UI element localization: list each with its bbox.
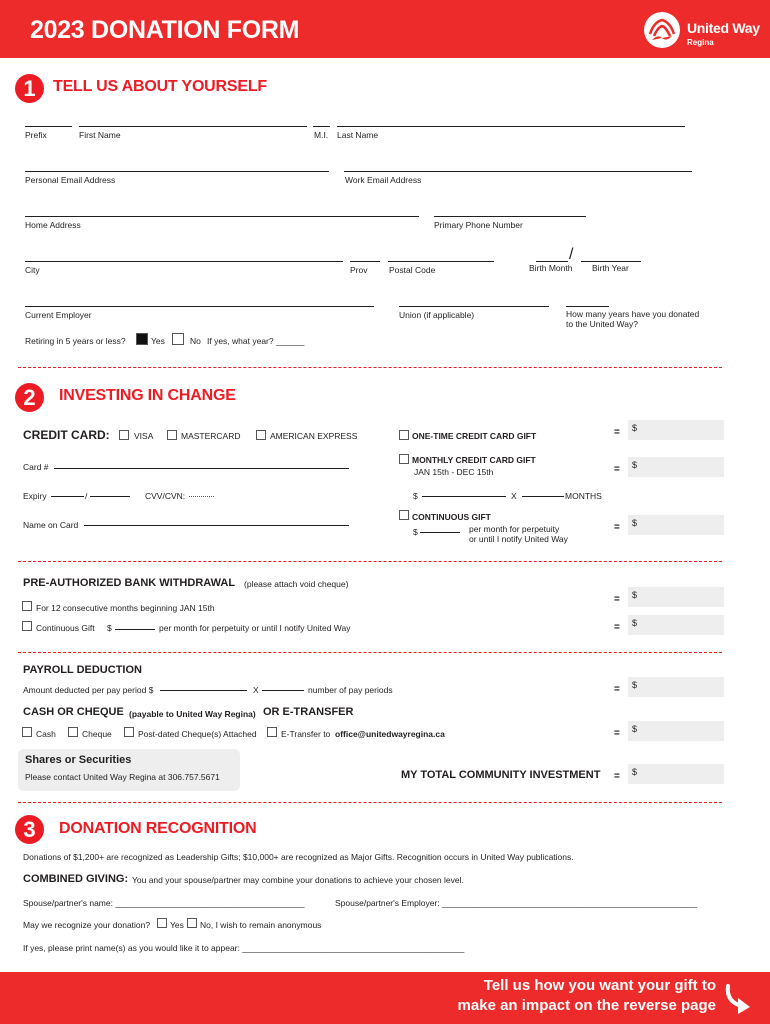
expiry-separator: / (85, 491, 88, 501)
monthly-gift-checkbox[interactable] (399, 454, 409, 464)
pab-continuous-equals: = (614, 622, 620, 633)
etransfer-heading: OR E-TRANSFER (263, 706, 354, 718)
expiry-year-field[interactable] (90, 496, 130, 497)
mi-label: M.I. (314, 130, 329, 140)
cheque-checkbox[interactable] (68, 727, 78, 737)
combined-giving-text: You and your spouse/partner may combine your donations to achieve your chosen level. (132, 875, 464, 885)
section-divider (18, 652, 722, 653)
mi-field[interactable] (313, 126, 330, 127)
payroll-amount-label: Amount deducted per pay period $ (23, 685, 154, 695)
expiry-label: Expiry (23, 491, 47, 501)
work-email-label: Work Email Address (345, 175, 422, 185)
years-donated-field[interactable] (566, 306, 609, 307)
city-label: City (25, 265, 40, 275)
total-equals: = (614, 771, 620, 782)
last-name-label: Last Name (337, 130, 379, 140)
monthly-amount-field[interactable]: $ (628, 457, 724, 477)
section-divider (18, 561, 722, 562)
cash-amount-field[interactable]: $ (628, 721, 724, 741)
etransfer-email-link[interactable]: office@unitedwayregina.ca (335, 729, 445, 739)
postal-code-label: Postal Code (389, 265, 436, 275)
union-label: Union (if applicable) (399, 310, 475, 320)
pab-continuous-label: Continuous Gift (36, 623, 95, 633)
etransfer-checkbox[interactable] (267, 727, 277, 737)
section-1-badge: 1 (15, 74, 44, 103)
print-names-field[interactable]: If yes, please print name(s) as you would like it to appear: _______________________________________________ (23, 943, 465, 953)
total-investment-label: MY TOTAL COMMUNITY INVESTMENT (401, 769, 601, 781)
cheque-label: Cheque (82, 729, 112, 739)
current-employer-label: Current Employer (25, 310, 92, 320)
continuous-amount-field[interactable]: $ (628, 515, 724, 535)
monthly-per-month-field[interactable] (422, 496, 506, 497)
mastercard-label: MASTERCARD (181, 431, 241, 441)
payroll-periods-label: number of pay periods (308, 685, 393, 695)
birth-slash: / (569, 246, 574, 263)
pab-12-months-checkbox[interactable] (22, 601, 32, 611)
cash-label: Cash (36, 729, 56, 739)
logo-name: United Way (687, 20, 760, 36)
retiring-no-label: No (190, 336, 201, 346)
monthly-dates: JAN 15th - DEC 15th (414, 467, 494, 477)
current-employer-field[interactable] (25, 306, 374, 307)
first-name-field[interactable] (79, 126, 307, 127)
pab-12-amount-field[interactable]: $ (628, 587, 724, 607)
monthly-gift-label: MONTHLY CREDIT CARD GIFT (412, 455, 536, 465)
payroll-times: X (253, 685, 259, 695)
amex-label: AMERICAN EXPRESS (270, 431, 358, 441)
section-1-title: TELL US ABOUT YOURSELF (53, 78, 267, 95)
prefix-field[interactable] (25, 126, 72, 127)
post-dated-checkbox[interactable] (124, 727, 134, 737)
home-address-label: Home Address (25, 220, 81, 230)
cash-checkbox[interactable] (22, 727, 32, 737)
mastercard-checkbox[interactable] (167, 430, 177, 440)
recognize-yes-checkbox[interactable] (157, 918, 167, 928)
amex-checkbox[interactable] (256, 430, 266, 440)
spouse-name-field[interactable]: Spouse/partner's name: ________________________________________ (23, 898, 305, 908)
pab-note: (please attach void cheque) (244, 579, 349, 589)
section-2-badge: 2 (15, 383, 44, 412)
recognize-no-checkbox[interactable] (187, 918, 197, 928)
prov-label: Prov (350, 265, 368, 275)
may-we-recognize-label: May we recognize your donation? (23, 920, 151, 930)
pab-continuous-tail: per month for perpetuity or until I notify United Way (159, 623, 351, 633)
recognize-no-label: No, I wish to remain anonymous (200, 920, 322, 930)
continuous-dollar: $ (413, 527, 418, 537)
postal-code-field[interactable] (388, 261, 494, 262)
name-on-card-field[interactable] (84, 525, 349, 526)
section-divider (18, 802, 722, 803)
pab-continuous-checkbox[interactable] (22, 621, 32, 631)
visa-checkbox[interactable] (119, 430, 129, 440)
retiring-no-checkbox[interactable] (172, 333, 184, 345)
card-number-label: Card # (23, 462, 49, 472)
cvv-field[interactable] (189, 496, 214, 497)
retiring-label: Retiring in 5 years or less? (25, 336, 126, 346)
pab-12-months-label: For 12 consecutive months beginning JAN 15th (36, 603, 215, 613)
total-amount-field[interactable]: $ (628, 764, 724, 784)
monthly-months-field[interactable] (522, 496, 564, 497)
union-field[interactable] (399, 306, 549, 307)
spouse-employer-field[interactable]: Spouse/partner's Employer: ______________________________________________________ (335, 898, 698, 908)
curved-arrow-icon (722, 982, 758, 1016)
first-name-label: First Name (79, 130, 121, 140)
birth-month-field[interactable] (536, 261, 568, 262)
pab-heading: PRE-AUTHORIZED BANK WITHDRAWAL (23, 577, 236, 589)
payroll-periods-field[interactable] (262, 690, 304, 691)
home-address-field[interactable] (25, 216, 419, 217)
post-dated-label: Post-dated Cheque(s) Attached (138, 729, 257, 739)
continuous-desc-2: or until I notify United Way (469, 534, 568, 544)
recognize-yes-label: Yes (170, 920, 184, 930)
work-email-field[interactable] (344, 171, 692, 172)
one-time-gift-checkbox[interactable] (399, 430, 409, 440)
section-3-title: DONATION RECOGNITION (59, 820, 257, 837)
primary-phone-label: Primary Phone Number (434, 220, 523, 230)
payroll-heading: PAYROLL DEDUCTION (23, 664, 142, 676)
retiring-yes-label: Yes (151, 336, 165, 346)
personal-email-label: Personal Email Address (25, 175, 116, 185)
shares-contact: Please contact United Way Regina at 306.757.5671 (25, 772, 220, 782)
expiry-month-field[interactable] (51, 496, 84, 497)
monthly-dollar: $ (413, 491, 418, 501)
payroll-amount-total-field[interactable]: $ (628, 677, 724, 697)
section-2-title: INVESTING IN CHANGE (59, 387, 236, 404)
primary-phone-field[interactable] (434, 216, 586, 217)
section-divider (18, 367, 722, 368)
prefix-label: Prefix (25, 130, 47, 140)
personal-email-field[interactable] (25, 171, 329, 172)
pab-continuous-dollar: $ (107, 623, 112, 633)
united-way-hand-logo-icon (642, 10, 682, 50)
continuous-gift-checkbox[interactable] (399, 510, 409, 520)
cvv-label: CVV/CVN: (145, 491, 186, 501)
footer-text-line-1: Tell us how you want your gift to (483, 977, 716, 994)
years-donated-label-1: How many years have you donated (566, 309, 700, 319)
continuous-desc-1: per month for perpetuity (469, 524, 560, 534)
continuous-amount-line[interactable] (420, 532, 460, 533)
card-number-field[interactable] (54, 468, 349, 469)
one-time-amount-field[interactable]: $ (628, 420, 724, 440)
cash-equals: = (614, 728, 620, 739)
footer-text-line-2: make an impact on the reverse page (457, 997, 716, 1014)
name-on-card-label: Name on Card (23, 520, 79, 530)
years-donated-label-2: to the United Way? (566, 319, 638, 329)
pab-continuous-amount-line[interactable] (115, 629, 155, 630)
city-field[interactable] (25, 261, 343, 262)
monthly-equals: = (614, 464, 620, 475)
credit-card-heading: CREDIT CARD: (23, 428, 110, 442)
payroll-equals: = (614, 684, 620, 695)
birth-month-label: Birth Month (529, 263, 573, 273)
cash-heading: CASH OR CHEQUE (23, 706, 124, 718)
continuous-equals: = (614, 522, 620, 533)
pab-continuous-amount-field[interactable]: $ (628, 615, 724, 635)
one-time-equals: = (614, 427, 620, 438)
logo-subtitle: Regina (687, 38, 714, 47)
pab-12-equals: = (614, 594, 620, 605)
section-3-badge: 3 (15, 815, 44, 844)
recognition-text: Donations of $1,200+ are recognized as Leadership Gifts; $10,000+ are recognized as Major Gifts. Recognition occurs in United Way publications. (23, 852, 574, 862)
retiring-yes-checkbox[interactable] (136, 333, 148, 345)
shares-heading: Shares or Securities (25, 754, 132, 766)
one-time-gift-label: ONE-TIME CREDIT CARD GIFT (412, 431, 537, 441)
etransfer-label: E-Transfer to (281, 729, 331, 739)
form-title: 2023 DONATION FORM (30, 16, 300, 44)
cash-note: (payable to United Way Regina) (129, 709, 256, 719)
payroll-amount-field[interactable] (160, 690, 247, 691)
monthly-times: X (511, 491, 517, 501)
birth-year-field[interactable] (581, 261, 641, 262)
last-name-field[interactable] (337, 126, 685, 127)
retiring-year-field[interactable]: If yes, what year? ______ (207, 336, 305, 346)
visa-label: VISA (134, 431, 154, 441)
continuous-gift-label: CONTINUOUS GIFT (412, 512, 491, 522)
prov-field[interactable] (350, 261, 380, 262)
combined-giving-heading: COMBINED GIVING: (23, 873, 129, 885)
birth-year-label: Birth Year (592, 263, 629, 273)
monthly-months-label: MONTHS (565, 491, 602, 501)
